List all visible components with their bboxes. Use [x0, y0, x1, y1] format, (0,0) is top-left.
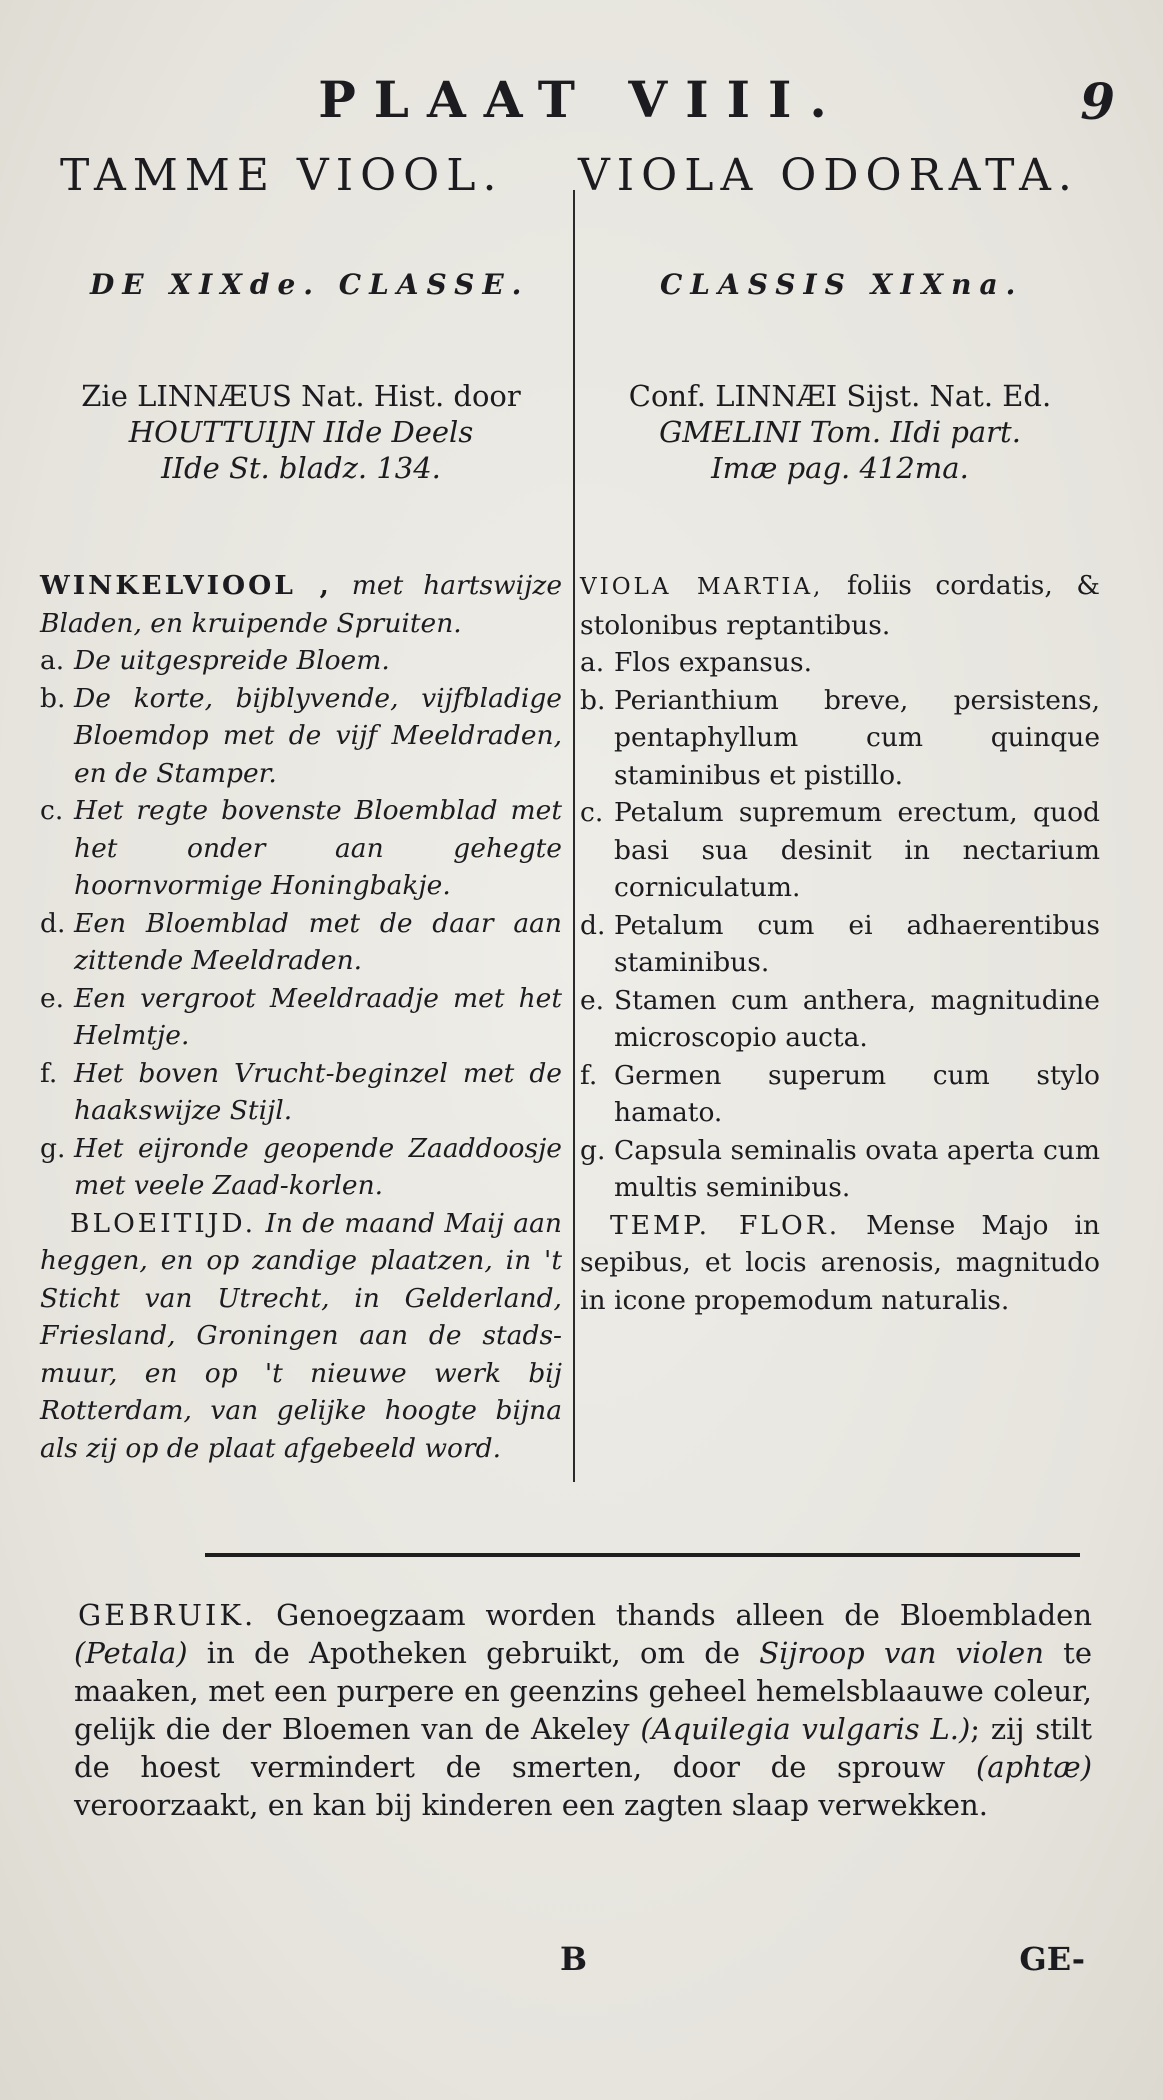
temp-flor-label: TEMP. FLOR. — [610, 1209, 841, 1241]
gebruik-latin-term: (aphtæ) — [975, 1750, 1093, 1784]
column-divider — [573, 190, 575, 1482]
list-item — [580, 682, 1100, 795]
dutch-reference — [40, 378, 562, 486]
entry-label: a. — [40, 645, 65, 676]
entry-text: Germen superum cum stylo hamato. — [614, 1059, 1100, 1128]
dutch-intro — [40, 567, 562, 642]
entry-text: Flos expansus. — [614, 647, 812, 678]
list-item — [40, 980, 562, 1055]
entry-label: f. — [580, 1059, 598, 1091]
gebruik-latin-term: (Aquilegia vulgaris L.) — [640, 1712, 971, 1746]
latin-description — [580, 567, 1100, 1319]
entry-text: Een vergroot Meeldraadje met het Helmtje. — [74, 982, 562, 1051]
entry-text: Stamen cum anthera, magnitudine microscopio aucta. — [614, 984, 1100, 1053]
latin-title: VIOLA ODORATA. — [578, 150, 1079, 201]
plate-heading: PLAAT VIII. — [318, 70, 845, 129]
page-number: 9 — [1080, 72, 1115, 131]
temp-flor-text: Mense Majo in sepibus, et locis arenosis, magnitudo in icone propemodum naturalis. — [580, 1209, 1100, 1316]
latin-reference — [580, 378, 1100, 486]
winkelviool-label: WINKELVIOOL , — [40, 570, 332, 601]
entry-label: b. — [40, 682, 66, 714]
entry-text: Petalum supremum erectum, quod basi sua desinit in nectarium corniculatum. — [614, 797, 1100, 903]
viola-martia-text: foliis cordatis, & stolonibus reptantibus. — [580, 570, 1100, 641]
list-item — [580, 1132, 1100, 1207]
entry-label: g. — [40, 1132, 66, 1164]
entry-label: b. — [580, 684, 606, 716]
signature-mark: B — [560, 1940, 588, 1978]
viola-martia-label: VIOLA MARTIA, — [580, 574, 824, 600]
dutch-description — [40, 567, 562, 1467]
dutch-title: TAMME VIOOL. — [60, 150, 504, 201]
list-item — [580, 794, 1100, 907]
entry-text: Het eijronde geopende Zaaddoosje met veele Zaad-korlen. — [74, 1132, 562, 1201]
gebruik-latin-term: Sijroop van violen — [759, 1636, 1044, 1670]
catchword: GE- — [1019, 1940, 1085, 1978]
gebruik-text: Genoegzaam worden thands alleen de Bloembladen — [276, 1598, 1092, 1632]
gebruik-latin-term: (Petala) — [74, 1636, 188, 1670]
dutch-classe: DE XIXde. CLASSE. — [90, 268, 530, 301]
gebruik-text: veroorzaakt, en kan bij kinderen een zagten slaap verwekken. — [74, 1788, 988, 1822]
bloeitijd-text: In de maand Maij aan heggen, en op zandige plaatzen, in 't Sticht van Utrecht, in Gelderland, Friesland, Groningen aan de stads-muur, en op 't nieuwe werk bij Rotterdam, van gelijke hoogte bijna als zij op de plaat afgebeeld word. — [40, 1207, 562, 1464]
list-item — [40, 905, 562, 980]
gebruik-text: te maaken, met een purpere en geenzins geheel hemelsblaauwe coleur, gelijk die der Bloemen van de Akeley — [74, 1636, 1092, 1746]
list-item — [40, 642, 562, 680]
entry-label: a. — [580, 647, 605, 678]
list-item — [580, 644, 1100, 682]
list-item — [580, 982, 1100, 1057]
entry-text: Capsula seminalis ovata aperta cum multis seminibus. — [614, 1134, 1100, 1203]
entry-label: c. — [40, 795, 64, 826]
entry-label: d. — [40, 907, 66, 939]
gebruik-paragraph — [74, 1596, 1092, 1824]
entry-text: Een Bloemblad met de daar aan zittende Meeldraden. — [74, 907, 562, 976]
list-item — [580, 907, 1100, 982]
list-item — [580, 1057, 1100, 1132]
bloeitijd-paragraph — [40, 1205, 562, 1468]
entry-label: f. — [40, 1057, 58, 1089]
bloeitijd-label: BLOEITIJD. — [70, 1207, 257, 1239]
reference-line: Conf. LINNÆI Sijst. Nat. Ed. — [628, 379, 1052, 413]
reference-line: IIde St. bladz. 134. — [161, 451, 441, 485]
list-item — [40, 792, 562, 905]
entry-label: e. — [580, 984, 605, 1016]
entry-label: d. — [580, 909, 606, 941]
entry-text: Perianthium breve, persistens, pentaphyllum cum quinque staminibus et pistillo. — [614, 684, 1100, 791]
temp-flor-paragraph — [580, 1207, 1100, 1320]
reference-line: Zie LINNÆUS Nat. Hist. door — [81, 379, 521, 413]
reference-line: HOUTTUIJN IIde Deels — [128, 415, 474, 449]
entry-text: De korte, bijblyvende, vijfbladige Bloemdop met de vijf Meeldraden, en de Stamper. — [74, 682, 562, 789]
list-item — [40, 1130, 562, 1205]
entry-label: c. — [580, 797, 604, 828]
gebruik-text: in de Apotheken gebruikt, om de — [206, 1636, 740, 1670]
entry-label: g. — [580, 1134, 606, 1166]
reference-line: GMELINI Tom. IIdi part. — [659, 415, 1021, 449]
latin-classe: CLASSIS XIXna. — [660, 268, 1024, 301]
list-item — [40, 680, 562, 793]
entry-text: Het boven Vrucht-beginzel met de haakswijze Stijl. — [74, 1057, 562, 1126]
gebruik-label: GEBRUIK. — [78, 1598, 257, 1632]
list-item — [40, 1055, 562, 1130]
entry-text: Petalum cum ei adhaerentibus staminibus. — [614, 909, 1100, 978]
horizontal-rule — [205, 1553, 1080, 1557]
reference-line: Imæ pag. 412ma. — [711, 451, 969, 485]
winkelviool-text: met hartswijze Bladen, en kruipende Spruiten. — [40, 570, 563, 639]
entry-text: Het regte bovenste Bloemblad met het onder aan gehegte hoornvormige Honingbakje. — [74, 795, 562, 901]
gebruik-text: ; zij stilt de hoest vermindert de smerten, door de sprouw — [74, 1712, 1092, 1784]
entry-text: De uitgespreide Bloem. — [74, 645, 390, 676]
latin-intro — [580, 567, 1100, 644]
entry-label: e. — [40, 982, 65, 1014]
